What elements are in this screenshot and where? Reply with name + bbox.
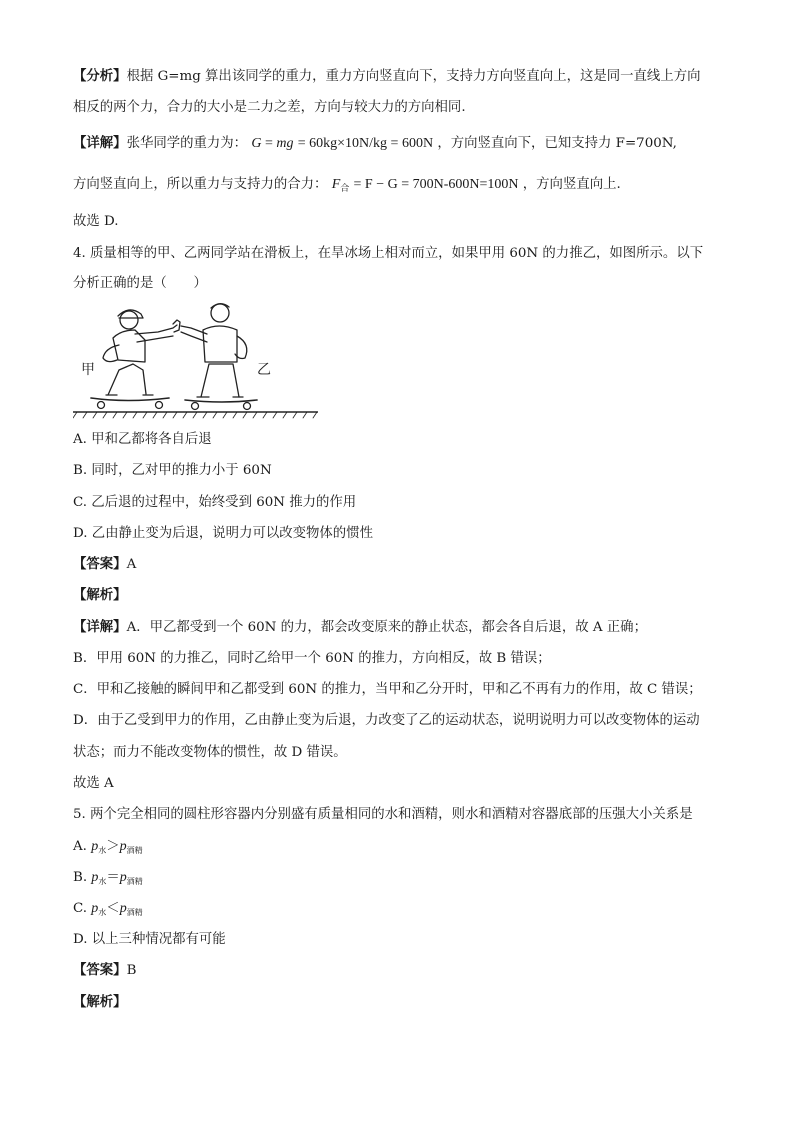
q3-analysis-text-1: 根据 G=mg 算出该同学的重力，重力方向竖直向下，支持力方向竖直向上，这是同一直线上方向 (126, 69, 701, 84)
ground-hatching (73, 412, 317, 418)
q3-analysis-line-2: 相反的两个力，合力的大小是二力之差，方向与较大力的方向相同. (73, 100, 466, 115)
detail-tag: 【详解】 (73, 620, 127, 635)
answer-tag: 【答案】 (73, 557, 127, 572)
q4-detail-line-d1: D．由于乙受到甲力的作用，乙由静止变为后退，力改变了乙的运动状态，说明说明力可以改变物体的运动 (73, 713, 700, 728)
q4-option-d: D. 乙由静止变为后退，说明力可以改变物体的惯性 (73, 526, 373, 541)
q4-detail-line-b: B．甲用 60N 的力推乙，同时乙给甲一个 60N 的推力，方向相反，故 B 错误； (73, 651, 551, 666)
gravity-formula: G (251, 136, 262, 151)
q3-detail-text-1a: 张华同学的重力为： (126, 136, 248, 151)
person-yi (181, 304, 257, 410)
q5-explain-line (73, 994, 127, 1012)
q5-stem: 5. 两个完全相同的圆柱形容器内分别盛有质量相同的水和酒精，则水和酒精对容器底部的压强大小关系是 (73, 807, 693, 822)
q4-option-a: A. 甲和乙都将各自后退 (73, 432, 212, 447)
skateboard-push-figure (73, 300, 318, 422)
q5-option-c: C. $p_水<p_{酒精}$ (73, 901, 143, 917)
q4-stem-line-1: 4. 质量相等的甲、乙两同学站在滑板上，在旱冰场上相对而立，如果甲用 60N 的力推乙，如图所示。以下 (73, 246, 704, 261)
q3-conclusion: 故选 D. (73, 214, 119, 229)
q4-option-c: C. 乙后退的过程中，始终受到 60N 推力的作用 (73, 495, 357, 510)
q5-option-a: A. $p_水>p_{酒精}$ (73, 839, 143, 855)
q3-detail-line-2 (73, 176, 621, 198)
q3-detail-line-1: 【详解】张华同学的重力为： G = mg = 60kg×10N/kg = 600N ，方向竖直向下，已知支持力 F=700N, (73, 136, 677, 151)
q3-detail-text-2b: ，方向竖直向上. (522, 177, 621, 192)
q4-detail-line-c: C．甲和乙接触的瞬间甲和乙都受到 60N 的推力，当甲和乙分开时，甲和乙不再有力的作用，故 C 错误； (73, 682, 702, 697)
q5-option-b: B. $p_水=p_{酒精}$ (73, 870, 143, 886)
person-jia (91, 310, 177, 409)
explain-tag: 【解析】 (73, 995, 127, 1010)
gravity-formula-value: = 60kg×10N/kg = 600N (297, 136, 434, 151)
q5-answer: B (126, 963, 137, 978)
q4-explain-line (73, 587, 127, 605)
detail-tag: 【详解】 (73, 136, 127, 151)
q4-answer-line (73, 556, 136, 574)
q5-option-d: D. 以上三种情况都有可能 (73, 932, 226, 947)
q3-detail-text-1b: ，方向竖直向下，已知支持力 F=700N, (437, 136, 677, 151)
q4-detail-line-a (73, 619, 647, 637)
q4-detail-a: A．甲乙都受到一个 60N 的力，都会改变原来的静止状态，都会各自后退，故 A 正确； (126, 620, 647, 635)
analysis-tag: 【分析】 (73, 69, 127, 84)
q3-analysis-line-1 (73, 68, 701, 86)
q4-conclusion: 故选 A (73, 776, 114, 791)
resultant-force-formula: = F − G = 700N-600N=100N (353, 177, 519, 192)
q5-answer-line (73, 962, 136, 980)
label-jia: 甲 (81, 362, 95, 378)
q4-option-b: B. 同时，乙对甲的推力小于 60N (73, 463, 272, 478)
q4-stem-line-2: 分析正确的是（ ） (73, 276, 207, 291)
explain-tag: 【解析】 (73, 588, 127, 603)
q4-detail-line-d2: 状态；而力不能改变物体的惯性，故 D 错误。 (73, 745, 347, 760)
q3-detail-text-2a: 方向竖直向上，所以重力与支持力的合力： (73, 177, 328, 192)
label-yi: 乙 (257, 362, 271, 378)
resultant-force-symbol: F (331, 177, 341, 192)
answer-tag: 【答案】 (73, 963, 127, 978)
q4-answer: A (126, 557, 137, 572)
resultant-force-subscript: 合 (340, 184, 350, 194)
